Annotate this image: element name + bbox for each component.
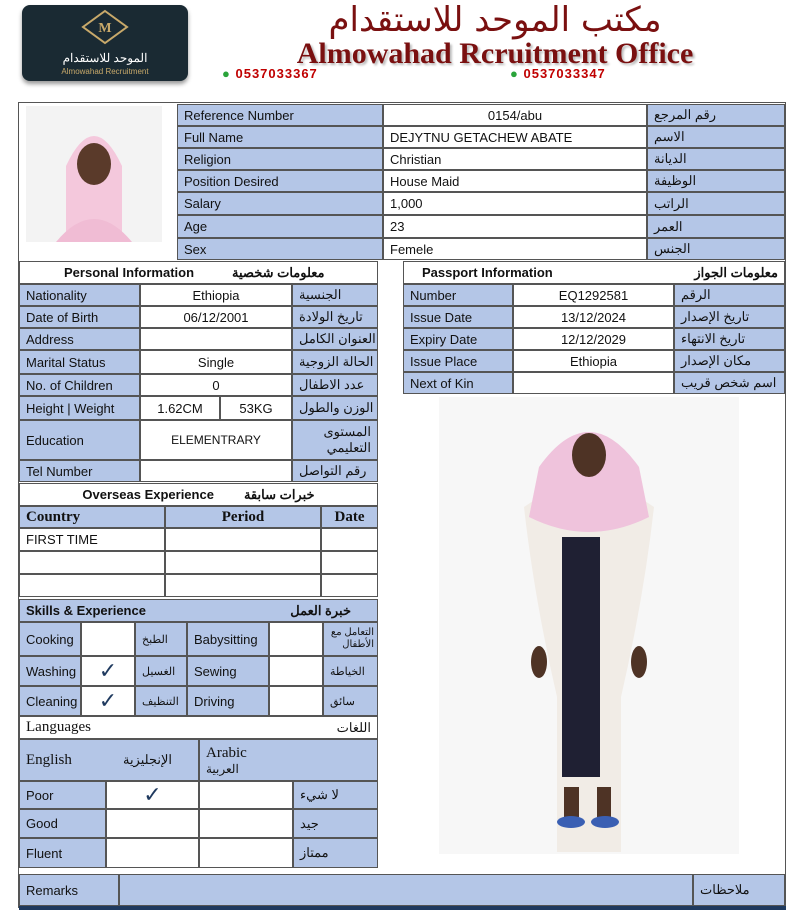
- tel-label-ar: رقم التواصل: [292, 460, 378, 482]
- overseas-col-period: Period: [165, 506, 321, 528]
- skill-driving-label: Driving: [187, 686, 269, 716]
- skill-cooking-label-ar: الطبخ: [135, 622, 187, 656]
- skill-cooking-check: [81, 622, 135, 656]
- overseas-country-cell: [19, 551, 165, 574]
- nationality-label: Nationality: [19, 284, 140, 306]
- remarks-value: [119, 874, 693, 906]
- tel-value: [140, 460, 292, 482]
- skill-cooking-label: Cooking: [19, 622, 81, 656]
- children-label-ar: عدد الاطفال: [292, 374, 378, 396]
- top-row-label-ar: الوظيفة: [647, 170, 785, 192]
- top-row-label-ar: العمر: [647, 215, 785, 238]
- overseas-col-country: Country: [19, 506, 165, 528]
- logo: [22, 5, 188, 81]
- top-row-label-ar: الراتب: [647, 192, 785, 215]
- svg-text:M: M: [98, 21, 112, 36]
- address-value: [140, 328, 292, 350]
- language-arabic: Arabic العربية: [199, 739, 378, 781]
- top-row-label-ar: الاسم: [647, 126, 785, 148]
- top-row-label-ar: الجنس: [647, 238, 785, 260]
- overseas-date-cell: [321, 551, 378, 574]
- remarks-label: Remarks: [19, 874, 119, 906]
- height-value: 1.62CM: [140, 396, 220, 420]
- phone-1: ● 0537033367: [222, 66, 318, 81]
- top-row-label: Religion: [177, 148, 383, 170]
- office-title-english: Almowahad Rcruitment Office: [296, 37, 694, 70]
- passport-row-label: Issue Date: [403, 306, 513, 328]
- dob-label-ar: تاريخ الولادة: [292, 306, 378, 328]
- education-label: Education: [19, 420, 140, 460]
- logo-emblem-icon: [75, 9, 135, 45]
- dob-label: Date of Birth: [19, 306, 140, 328]
- passport-row-value: 12/12/2029: [513, 328, 674, 350]
- top-row-value: House Maid: [383, 170, 647, 192]
- level-poor-arabic-check: [199, 781, 293, 809]
- overseas-period-cell: [165, 528, 321, 551]
- remarks-label-ar: ملاحظات: [693, 874, 785, 906]
- passport-row-value: EQ1292581: [513, 284, 674, 306]
- passport-row-label-ar: مكان الإصدار: [674, 350, 785, 372]
- passport-row-label-ar: الرقم: [674, 284, 785, 306]
- skill-sewing-label: Sewing: [187, 656, 269, 686]
- nationality-value: Ethiopia: [140, 284, 292, 306]
- passport-row-value: Ethiopia: [513, 350, 674, 372]
- marital-label: Marital Status: [19, 350, 140, 374]
- personal-info-header: Personal Information معلومات شخصية: [19, 261, 378, 284]
- tel-label: Tel Number: [19, 460, 140, 482]
- skill-washing-label: Washing: [19, 656, 81, 686]
- level-poor-label-ar: لا شيء: [293, 781, 378, 809]
- skill-cleaning-label-ar: التنظيف: [135, 686, 187, 716]
- top-row-label-ar: الديانة: [647, 148, 785, 170]
- top-row-label: Reference Number: [177, 104, 383, 126]
- passport-row-label: Expiry Date: [403, 328, 513, 350]
- language-english: English الإنجليزية: [19, 739, 199, 781]
- skill-washing-label-ar: الغسيل: [135, 656, 187, 686]
- level-good-english-check: [106, 809, 199, 838]
- passport-row-value: 13/12/2024: [513, 306, 674, 328]
- education-label-ar: المستوى التعليمي: [292, 420, 378, 460]
- top-row-label: Age: [177, 215, 383, 238]
- overseas-period-cell: [165, 574, 321, 597]
- level-good-arabic-check: [199, 809, 293, 838]
- skill-babysitting-label: Babysitting: [187, 622, 269, 656]
- passport-row-label: Issue Place: [403, 350, 513, 372]
- top-row-label: Sex: [177, 238, 383, 260]
- passport-info-header: Passport Information معلومات الجواز: [403, 261, 785, 284]
- passport-row-label-ar: تاريخ الإصدار: [674, 306, 785, 328]
- overseas-col-date: Date: [321, 506, 378, 528]
- top-row-label: Position Desired: [177, 170, 383, 192]
- skill-babysitting-label-ar: التعامل مع الأطفال: [323, 622, 378, 656]
- level-fluent-label: Fluent: [19, 838, 106, 868]
- languages-header: Languages اللغات: [19, 716, 378, 739]
- children-label: No. of Children: [19, 374, 140, 396]
- top-row-value: 1,000: [383, 192, 647, 215]
- whatsapp-icon: ●: [222, 66, 231, 81]
- level-good-label: Good: [19, 809, 106, 838]
- dob-value: 06/12/2001: [140, 306, 292, 328]
- height-weight-label: Height | Weight: [19, 396, 140, 420]
- height-weight-label-ar: الوزن والطول: [292, 396, 378, 420]
- top-row-value: 0154/abu: [383, 104, 647, 126]
- skill-driving-label-ar: سائق: [323, 686, 378, 716]
- top-row-value: Femele: [383, 238, 647, 260]
- level-fluent-label-ar: ممتاز: [293, 838, 378, 868]
- passport-row-value: [513, 372, 674, 394]
- top-row-label: Full Name: [177, 126, 383, 148]
- skills-header: Skills & Experience خبرة العمل: [19, 599, 378, 622]
- passport-row-label: Next of Kin: [403, 372, 513, 394]
- skill-driving-check: [269, 686, 323, 716]
- passport-row-label-ar: تاريخ الانتهاء: [674, 328, 785, 350]
- marital-value: Single: [140, 350, 292, 374]
- nationality-label-ar: الجنسية: [292, 284, 378, 306]
- overseas-period-cell: [165, 551, 321, 574]
- top-row-label: Salary: [177, 192, 383, 215]
- skill-babysitting-check: [269, 622, 323, 656]
- weight-value: 53KG: [220, 396, 292, 420]
- top-row-value: Christian: [383, 148, 647, 170]
- office-title-arabic: مكتب الموحد للاستقدام: [328, 0, 662, 40]
- passport-row-label-ar: اسم شخص قريب: [674, 372, 785, 394]
- overseas-date-cell: [321, 528, 378, 551]
- top-row-value: DEJYTNU GETACHEW ABATE: [383, 126, 647, 148]
- education-value: ELEMENTRARY: [140, 420, 292, 460]
- level-fluent-arabic-check: [199, 838, 293, 868]
- level-poor-english-check: ✓: [106, 781, 199, 809]
- marital-label-ar: الحالة الزوجية: [292, 350, 378, 374]
- level-poor-label: Poor: [19, 781, 106, 809]
- top-row-value: 23: [383, 215, 647, 238]
- overseas-header: Overseas Experience خبرات سابقة: [19, 483, 378, 506]
- level-fluent-english-check: [106, 838, 199, 868]
- passport-row-label: Number: [403, 284, 513, 306]
- portrait-photo: [26, 106, 162, 242]
- full-body-photo: [439, 397, 739, 854]
- overseas-country-cell: [19, 574, 165, 597]
- overseas-date-cell: [321, 574, 378, 597]
- skill-sewing-label-ar: الخياطة: [323, 656, 378, 686]
- skill-sewing-check: [269, 656, 323, 686]
- overseas-country-cell: FIRST TIME: [19, 528, 165, 551]
- logo-english-text: Almowahad Recruitment: [61, 67, 149, 76]
- skill-cleaning-check: ✓: [81, 686, 135, 716]
- top-row-label-ar: رقم المرجع: [647, 104, 785, 126]
- skill-washing-check: ✓: [81, 656, 135, 686]
- address-label: Address: [19, 328, 140, 350]
- logo-arabic-text: الموحد للاستقدام: [62, 51, 148, 65]
- skill-cleaning-label: Cleaning: [19, 686, 81, 716]
- bottom-bar: [19, 906, 786, 910]
- address-label-ar: العنوان الكامل: [292, 328, 378, 350]
- level-good-label-ar: جيد: [293, 809, 378, 838]
- children-value: 0: [140, 374, 292, 396]
- whatsapp-icon: ●: [510, 66, 519, 81]
- phone-2: ● 0537033347: [510, 66, 606, 81]
